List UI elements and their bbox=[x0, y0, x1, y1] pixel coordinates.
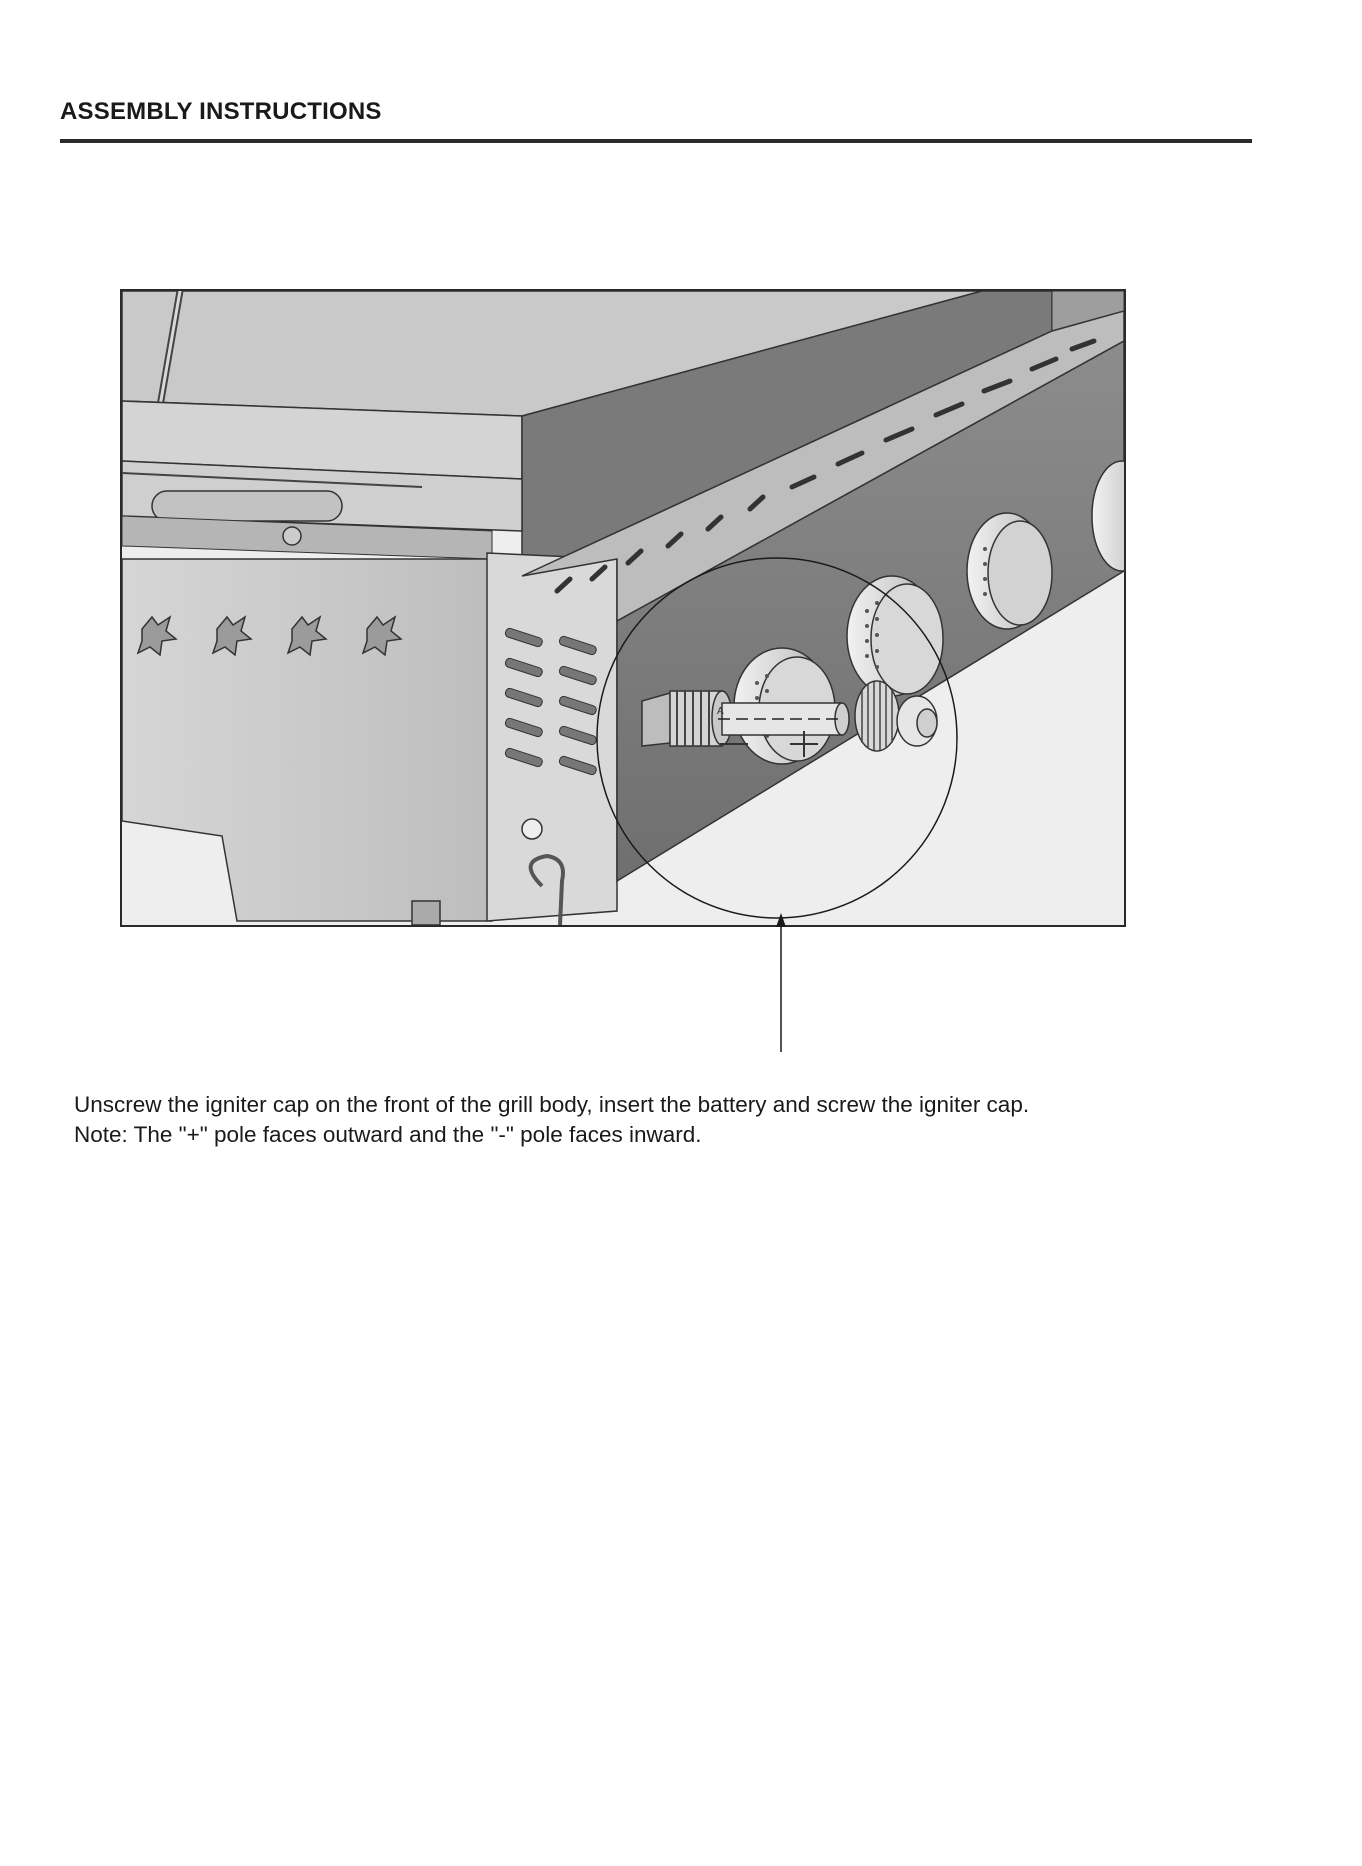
page-header bbox=[60, 100, 1252, 124]
header-divider bbox=[60, 139, 1252, 143]
note-line: Note: The "+" pole faces outward and the "-" pole faces inward. bbox=[74, 1122, 702, 1147]
page-title: ASSEMBLY INSTRUCTIONS bbox=[60, 98, 382, 125]
grill-illustration-figure bbox=[120, 289, 1126, 927]
svg-text:A: A bbox=[717, 706, 724, 717]
instruction-line: Unscrew the igniter cap on the front of the grill body, insert the battery and screw the igniter cap. bbox=[74, 1092, 1030, 1117]
instructions-text bbox=[74, 1090, 1324, 1150]
grill-igniter-battery-illustration-icon bbox=[122, 291, 1124, 925]
